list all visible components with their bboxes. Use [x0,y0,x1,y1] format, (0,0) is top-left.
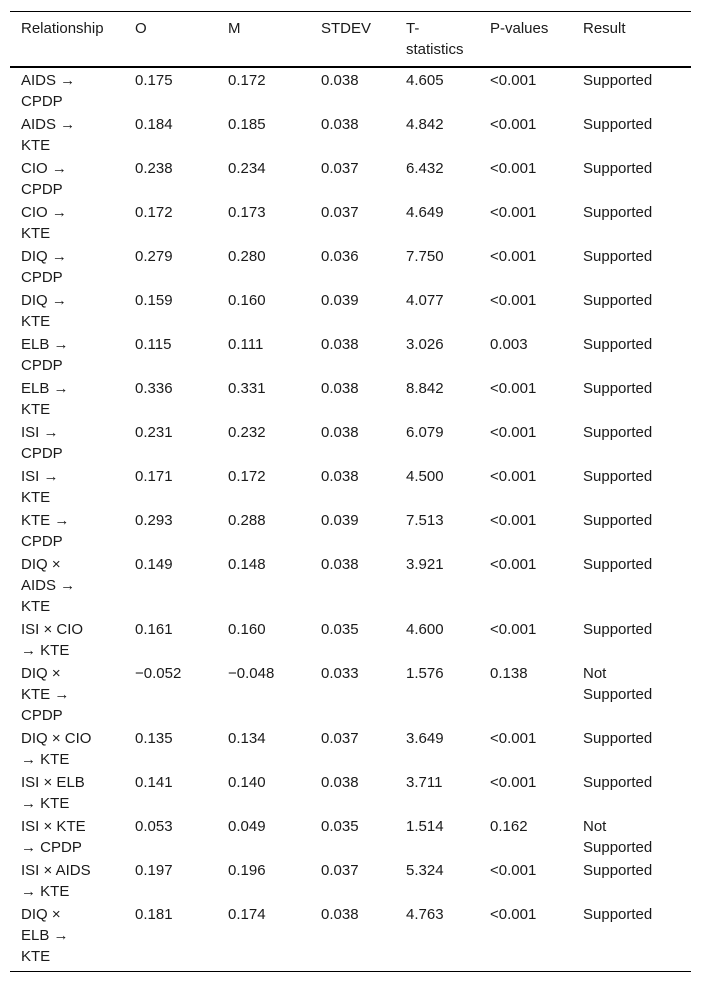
stdev-cell: 0.037 [321,862,359,879]
p-value-cell: <0.001 [490,292,537,309]
stdev-cell: 0.038 [321,72,359,89]
table-row [10,157,691,201]
table-row [10,67,691,113]
m-cell: 0.049 [228,818,266,835]
header-stdev: STDEV [321,20,372,37]
relationship-cell: DIQ → KTE [21,292,67,330]
p-value-cell: <0.001 [490,72,537,89]
p-value-cell: <0.001 [490,424,537,441]
p-value-cell: <0.001 [490,906,537,923]
result-cell: Supported [583,556,653,573]
o-cell: 0.231 [135,424,173,441]
o-cell: 0.336 [135,380,173,397]
relationship-cell: ISI × AIDS → KTE [21,862,91,900]
relationship-cell: DIQ × ELB → KTE [21,906,69,965]
m-cell: 0.160 [228,292,266,309]
m-cell: 0.185 [228,116,266,133]
stdev-cell: 0.036 [321,248,359,265]
relationship-cell: ISI × KTE → CPDP [21,818,86,856]
o-cell: 0.172 [135,204,173,221]
o-cell: 0.279 [135,248,173,265]
t-statistic-cell: 3.921 [406,556,444,573]
t-statistic-cell: 7.513 [406,512,444,529]
p-value-cell: <0.001 [490,730,537,747]
result-cell: Not Supported [583,818,653,856]
result-cell: Supported [583,204,653,221]
table-row [10,289,691,333]
table-row [10,903,691,972]
stdev-cell: 0.039 [321,292,359,309]
result-cell: Supported [583,468,653,485]
t-statistic-cell: 3.026 [406,336,444,353]
o-cell: 0.171 [135,468,173,485]
p-value-cell: <0.001 [490,160,537,177]
result-cell: Supported [583,621,653,638]
t-statistic-cell: 4.605 [406,72,444,89]
header-result: Result [583,20,626,37]
table-row [10,509,691,553]
stdev-cell: 0.038 [321,424,359,441]
stdev-cell: 0.037 [321,204,359,221]
t-statistic-cell: 4.763 [406,906,444,923]
relationship-cell: DIQ × AIDS → KTE [21,556,76,615]
p-value-cell: <0.001 [490,621,537,638]
table-row [10,113,691,157]
t-statistic-cell: 4.600 [406,621,444,638]
p-value-cell: <0.001 [490,862,537,879]
relationship-cell: DIQ × KTE → CPDP [21,665,70,724]
table-row [10,421,691,465]
relationship-cell: ISI × ELB → KTE [21,774,85,812]
result-cell: Supported [583,292,653,309]
stdev-cell: 0.038 [321,556,359,573]
table-row [10,815,691,859]
o-cell: 0.184 [135,116,173,133]
stdev-cell: 0.038 [321,468,359,485]
table-row [10,465,691,509]
table-row [10,333,691,377]
o-cell: 0.159 [135,292,173,309]
m-cell: 0.331 [228,380,266,397]
result-cell: Supported [583,248,653,265]
stdev-cell: 0.035 [321,621,359,638]
relationship-cell: AIDS → CPDP [21,72,76,110]
result-cell: Supported [583,862,653,879]
p-value-cell: <0.001 [490,204,537,221]
o-cell: 0.141 [135,774,173,791]
result-cell: Supported [583,424,653,441]
relationship-cell: DIQ → CPDP [21,248,67,286]
relationship-cell: CIO → KTE [21,204,67,242]
o-cell: 0.238 [135,160,173,177]
table-body [10,67,691,972]
table-row [10,662,691,727]
p-value-cell: <0.001 [490,116,537,133]
result-cell: Supported [583,336,653,353]
o-cell: 0.115 [135,336,172,353]
o-cell: 0.161 [135,621,173,638]
table-row [10,618,691,662]
header-relationship: Relationship [21,20,104,37]
t-statistic-cell: 8.842 [406,380,444,397]
t-statistic-cell: 4.649 [406,204,444,221]
stdev-cell: 0.037 [321,730,359,747]
o-cell: 0.197 [135,862,173,879]
m-cell: 0.174 [228,906,266,923]
header-p-values: P-values [490,20,549,37]
m-cell: 0.288 [228,512,266,529]
relationship-cell: ISI → KTE [21,468,59,506]
t-statistic-cell: 3.649 [406,730,444,747]
table-header-row [10,12,691,68]
stdev-cell: 0.037 [321,160,359,177]
p-value-cell: <0.001 [490,248,537,265]
hypothesis-results-table [10,11,691,972]
relationship-cell: ELB → KTE [21,380,69,418]
o-cell: −0.052 [135,665,182,682]
table-row [10,201,691,245]
m-cell: 0.148 [228,556,266,573]
header-m: M [228,20,241,37]
t-statistic-cell: 6.432 [406,160,444,177]
result-cell: Supported [583,512,653,529]
o-cell: 0.149 [135,556,173,573]
result-cell: Supported [583,730,653,747]
o-cell: 0.135 [135,730,173,747]
table-row [10,553,691,618]
t-statistic-cell: 1.576 [406,665,444,682]
table-row [10,245,691,289]
p-value-cell: <0.001 [490,380,537,397]
m-cell: 0.160 [228,621,266,638]
p-value-cell: 0.003 [490,336,528,353]
m-cell: 0.172 [228,72,266,89]
result-cell: Supported [583,774,653,791]
o-cell: 0.175 [135,72,173,89]
m-cell: 0.173 [228,204,266,221]
t-statistic-cell: 4.077 [406,292,444,309]
stdev-cell: 0.035 [321,818,359,835]
table-row [10,859,691,903]
result-cell: Supported [583,380,653,397]
o-cell: 0.293 [135,512,173,529]
m-cell: 0.232 [228,424,266,441]
o-cell: 0.181 [135,906,173,923]
relationship-cell: AIDS → KTE [21,116,76,154]
stdev-cell: 0.038 [321,906,359,923]
t-statistic-cell: 4.842 [406,116,444,133]
m-cell: 0.234 [228,160,266,177]
table-row [10,771,691,815]
t-statistic-cell: 1.514 [406,818,444,835]
t-statistic-cell: 5.324 [406,862,444,879]
relationship-cell: ISI → CPDP [21,424,63,462]
header-o: O [135,20,147,37]
stdev-cell: 0.033 [321,665,359,682]
m-cell: 0.111 [228,336,264,353]
result-cell: Supported [583,72,653,89]
relationship-cell: ELB → CPDP [21,336,69,374]
p-value-cell: 0.162 [490,818,528,835]
o-cell: 0.053 [135,818,173,835]
t-statistic-cell: 7.750 [406,248,444,265]
result-cell: Not Supported [583,665,653,703]
m-cell: 0.280 [228,248,266,265]
m-cell: 0.134 [228,730,266,747]
t-statistic-cell: 6.079 [406,424,444,441]
relationship-cell: KTE → CPDP [21,512,70,550]
m-cell: 0.196 [228,862,266,879]
header-t-statistics: T- statistics [406,20,464,58]
m-cell: −0.048 [228,665,275,682]
relationship-cell: CIO → CPDP [21,160,67,198]
stdev-cell: 0.038 [321,116,359,133]
p-value-cell: <0.001 [490,556,537,573]
p-value-cell: <0.001 [490,774,537,791]
t-statistic-cell: 3.711 [406,774,443,791]
p-value-cell: 0.138 [490,665,528,682]
stdev-cell: 0.038 [321,774,359,791]
relationship-cell: DIQ × CIO → KTE [21,730,92,768]
stdev-cell: 0.038 [321,336,359,353]
p-value-cell: <0.001 [490,512,537,529]
result-cell: Supported [583,906,653,923]
result-cell: Supported [583,116,653,133]
relationship-cell: ISI × CIO → KTE [21,621,84,659]
stdev-cell: 0.039 [321,512,359,529]
m-cell: 0.140 [228,774,266,791]
t-statistic-cell: 4.500 [406,468,444,485]
p-value-cell: <0.001 [490,468,537,485]
stdev-cell: 0.038 [321,380,359,397]
table-row [10,377,691,421]
result-cell: Supported [583,160,653,177]
m-cell: 0.172 [228,468,266,485]
table-row [10,727,691,771]
